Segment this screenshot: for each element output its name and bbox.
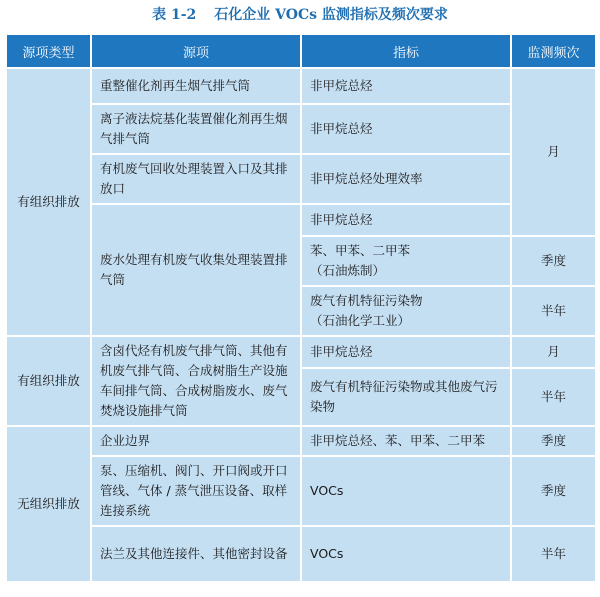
header-indicator: 指标 [301, 34, 511, 68]
source-cell: 企业边界 [91, 426, 301, 456]
indicator-cell: VOCs [301, 456, 511, 526]
category-cell: 无组织排放 [6, 426, 91, 582]
indicator-line: 苯、甲苯、二甲苯 [310, 243, 411, 258]
source-cell: 重整催化剂再生烟气排气筒 [91, 68, 301, 104]
header-source-type: 源项类型 [6, 34, 91, 68]
indicator-cell: 非甲烷总烃、苯、甲苯、二甲苯 [301, 426, 511, 456]
table-row [6, 204, 596, 236]
frequency-cell: 半年 [511, 368, 596, 426]
category-cell: 有组织排放 [6, 336, 91, 426]
frequency-cell: 月 [511, 68, 596, 236]
table-row [6, 104, 596, 154]
frequency-cell: 月 [511, 336, 596, 368]
indicator-cell [301, 236, 511, 286]
indicator-line: 废气有机特征污染物 [310, 293, 423, 308]
indicator-cell: 废气有机特征污染物或其他废气污染物 [301, 368, 511, 426]
table-row [6, 526, 596, 582]
frequency-cell: 季度 [511, 236, 596, 286]
frequency-cell: 半年 [511, 286, 596, 336]
indicator-cell: 非甲烷总烃处理效率 [301, 154, 511, 204]
indicator-line: （石油化学工业） [310, 313, 411, 328]
frequency-cell: 季度 [511, 426, 596, 456]
source-cell: 有机废气回收处理装置入口及其排放口 [91, 154, 301, 204]
table-row [6, 336, 596, 368]
source-cell: 废水处理有机废气收集处理装置排气筒 [91, 204, 301, 336]
indicator-cell: VOCs [301, 526, 511, 582]
table-row [6, 154, 596, 204]
table-number: 表 1-2 [152, 7, 197, 23]
indicator-cell: 非甲烷总烃 [301, 336, 511, 368]
frequency-cell: 季度 [511, 456, 596, 526]
category-cell: 有组织排放 [6, 68, 91, 336]
source-cell: 离子液法烷基化装置催化剂再生烟气排气筒 [91, 104, 301, 154]
indicator-cell: 非甲烷总烃 [301, 104, 511, 154]
table-row [6, 456, 596, 526]
header-frequency: 监测频次 [511, 34, 596, 68]
frequency-cell: 半年 [511, 526, 596, 582]
indicator-cell [301, 286, 511, 336]
indicator-cell: 非甲烷总烃 [301, 68, 511, 104]
source-cell: 含卤代烃有机废气排气筒、其他有机废气排气筒、合成树脂生产设施车间排气筒、合成树脂废水、废气焚烧设施排气筒 [91, 336, 301, 426]
table-row [6, 68, 596, 104]
source-cell: 泵、压缩机、阀门、开口阀或开口管线、气体 / 蒸气泄压设备、取样连接系统 [91, 456, 301, 526]
table-title [0, 0, 600, 30]
monitoring-table [5, 33, 597, 583]
indicator-line: （石油炼制） [310, 263, 386, 278]
header-source: 源项 [91, 34, 301, 68]
table-caption: 石化企业 VOCs 监测指标及频次要求 [214, 7, 448, 23]
table-row [6, 426, 596, 456]
indicator-cell: 非甲烷总烃 [301, 204, 511, 236]
header-row [6, 34, 596, 68]
source-cell: 法兰及其他连接件、其他密封设备 [91, 526, 301, 582]
